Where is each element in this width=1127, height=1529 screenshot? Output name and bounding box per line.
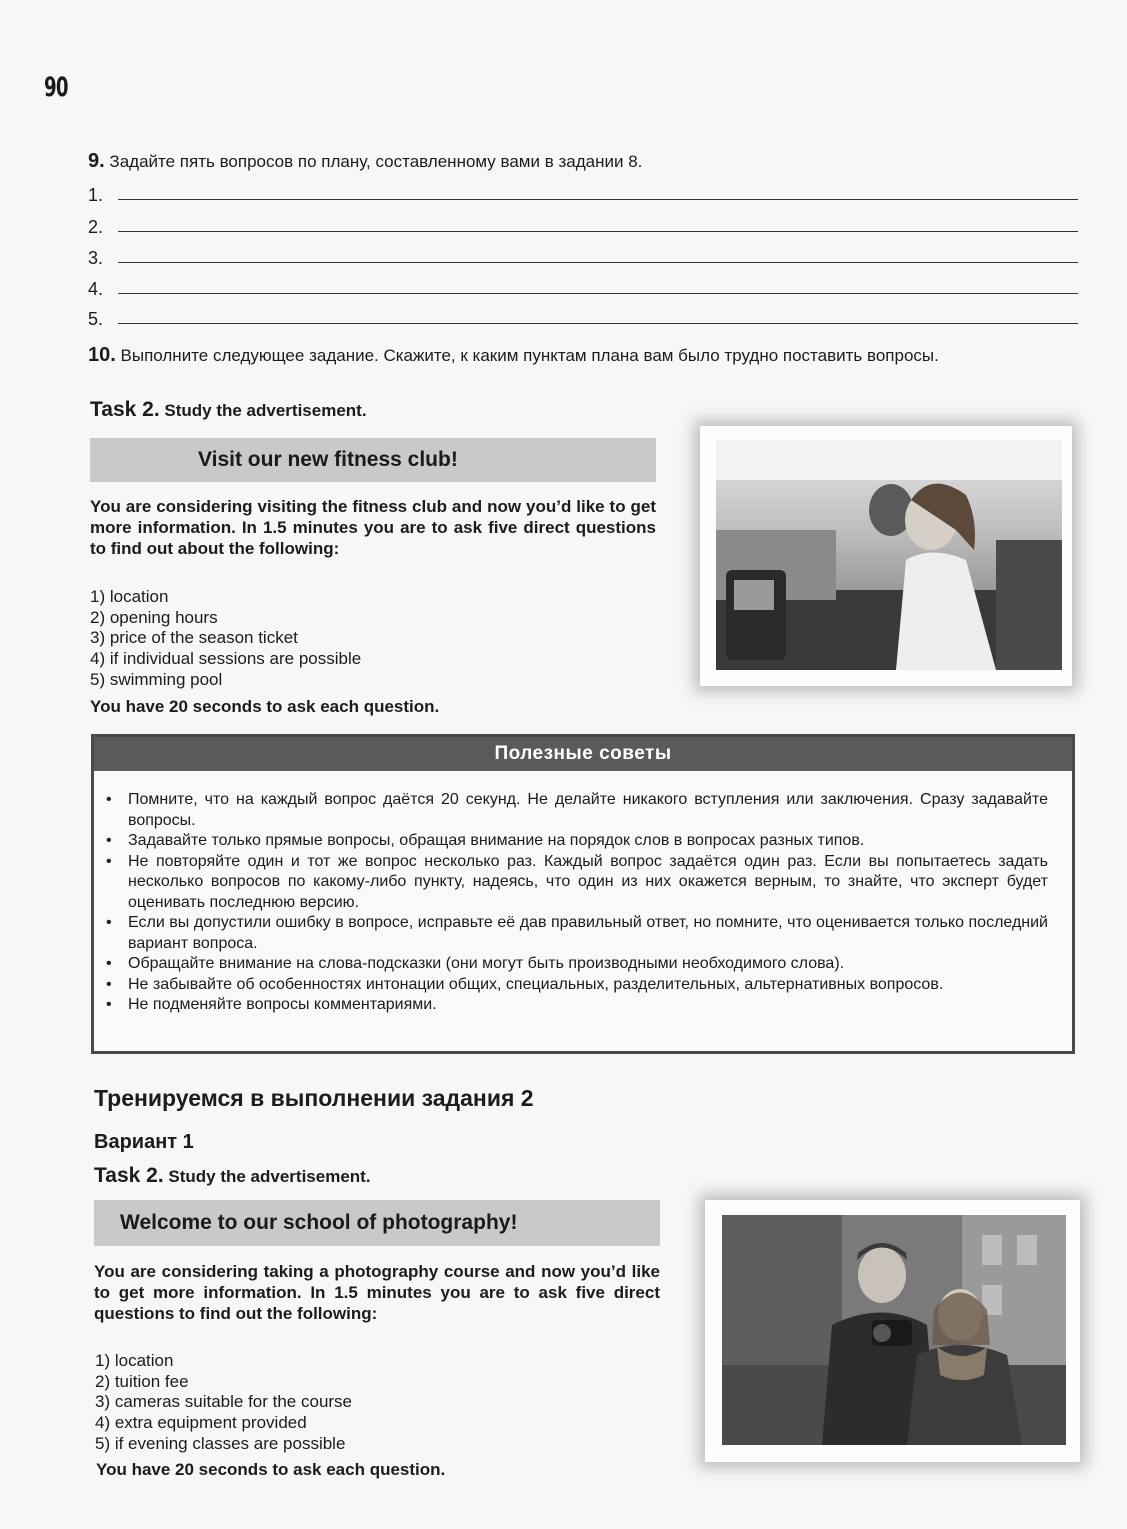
task-10-prompt	[88, 344, 1076, 367]
answer-number: 2.	[88, 217, 104, 237]
ad2-footer: You have 20 seconds to ask each question.	[96, 1460, 446, 1479]
tip-item	[94, 913, 1048, 954]
task-9-text: Задайте пять вопросов по плану, составленному вами в задании 8.	[109, 152, 643, 171]
bullet-icon: •	[106, 852, 112, 870]
list-item: 4) extra equipment provided	[95, 1413, 307, 1433]
answer-number: 5.	[88, 309, 104, 329]
tip-item	[94, 975, 1048, 996]
answer-number: 3.	[88, 248, 104, 268]
ad2-list	[95, 1351, 352, 1455]
answer-underline	[118, 293, 1078, 294]
answer-underline	[118, 199, 1078, 200]
bullet-icon: •	[106, 996, 112, 1013]
ad2-task-heading	[94, 1164, 371, 1188]
list-item: 5) if evening classes are possible	[95, 1433, 346, 1453]
task-10-number: 10.	[88, 344, 116, 366]
ad2-task-text: Study the advertisement.	[168, 1167, 371, 1186]
list-item: 2) opening hours	[90, 607, 218, 627]
task-10-text: Выполните следующее задание. Скажите, к каким пунктам плана вам было трудно поставить вопросы.	[120, 346, 939, 365]
answer-number: 4.	[88, 279, 104, 299]
answer-line-2[interactable]	[88, 208, 1078, 238]
photography-image	[722, 1215, 1066, 1445]
answer-line-1[interactable]	[88, 176, 1078, 206]
ad1-task-heading	[90, 398, 367, 422]
list-item: 3) cameras suitable for the course	[95, 1392, 353, 1412]
answer-line-5[interactable]	[88, 300, 1078, 330]
ad1-task-label: Task 2.	[90, 398, 160, 421]
bullet-icon: •	[106, 832, 112, 849]
tip-item	[94, 831, 1048, 852]
task-9-prompt	[88, 150, 642, 173]
answer-line-3[interactable]	[88, 239, 1078, 269]
list-item: 2) tuition fee	[95, 1371, 189, 1391]
page-number: 90	[44, 72, 68, 103]
tip-item	[94, 852, 1048, 914]
bullet-icon: •	[106, 975, 112, 993]
tip-text: Не подменяйте вопросы комментариями.	[128, 996, 437, 1013]
list-item: 1) location	[90, 587, 169, 606]
list-item: 4) if individual sessions are possible	[90, 649, 362, 669]
ad2-banner-text: Welcome to our school of photography!	[120, 1211, 518, 1234]
bullet-icon: •	[106, 914, 112, 931]
answer-underline	[118, 323, 1078, 324]
tips-title: Полезные советы	[94, 737, 1072, 771]
photography-photo	[722, 1215, 1066, 1445]
answer-underline	[118, 262, 1078, 263]
ad1-list	[90, 587, 361, 691]
tip-text: Обращайте внимание на слова-подсказки (они могут быть производными необходимого слова).	[128, 955, 845, 972]
list-item: 1) location	[95, 1351, 174, 1370]
tip-text: Если вы допустили ошибку в вопросе, исправьте её дав правильный ответ, но помните, что оценивается только последний вариант вопроса.	[128, 914, 1048, 952]
tips-list	[94, 771, 1072, 1016]
tip-item	[94, 790, 1048, 831]
fitness-image	[716, 440, 1062, 670]
tip-text: Помните, что на каждый вопрос даётся 20 секунд. Не делайте никакого вступления или заключения. Сразу задавайте вопросы.	[128, 791, 1048, 829]
tip-text: Не повторяйте один и тот же вопрос несколько раз. Каждый вопрос задаётся один раз. Если вы попытаетесь задать несколько вопросов по какому-либо пункту, надеясь, что один из них окажется верным, то знайте, что эксперт будет оценивать последнюю версию.	[128, 852, 1048, 911]
ad2-task-label: Task 2.	[94, 1164, 164, 1187]
ad1-task-text: Study the advertisement.	[164, 401, 367, 420]
list-item: 3) price of the season ticket	[90, 628, 298, 648]
ad2-intro: You are considering taking a photography course and now you’d like to get more information. In 1.5 minutes you are to ask five direct questions to find out the following:	[94, 1262, 660, 1323]
list-item: 5) swimming pool	[90, 669, 223, 689]
ad2-banner	[94, 1200, 660, 1246]
tip-item	[94, 995, 1048, 1016]
tip-item	[94, 954, 1048, 975]
tip-text: Не забывайте об особенностях интонации общих, специальных, разделительных, альтернативных вопросов.	[128, 975, 944, 993]
tips-box	[91, 734, 1075, 1054]
fitness-photo	[716, 440, 1062, 670]
variant-title: Вариант 1	[94, 1131, 194, 1153]
bullet-icon: •	[106, 791, 112, 808]
ad1-footer: You have 20 seconds to ask each question.	[90, 697, 440, 716]
section-title: Тренируемся в выполнении задания 2	[94, 1085, 534, 1111]
ad1-banner-text: Visit our new fitness club!	[198, 448, 458, 471]
tip-text: Задавайте только прямые вопросы, обращая внимание на порядок слов в вопросах разных типов.	[128, 832, 865, 849]
answer-underline	[118, 231, 1078, 232]
answer-number: 1.	[88, 185, 104, 205]
ad1-banner	[90, 438, 656, 482]
task-9-number: 9.	[88, 150, 105, 172]
bullet-icon: •	[106, 955, 112, 972]
ad1-intro: You are considering visiting the fitness club and now you’d like to get more information. In 1.5 minutes you are to ask five direct questions to find out about the following:	[90, 497, 656, 558]
answer-line-4[interactable]	[88, 270, 1078, 300]
